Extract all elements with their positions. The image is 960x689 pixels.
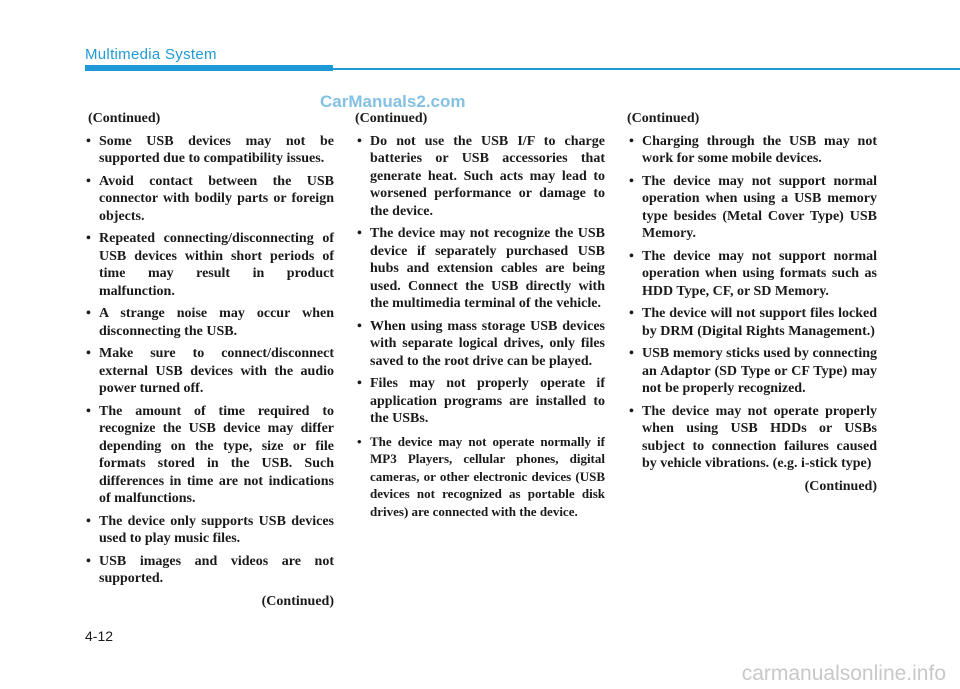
watermark-bottom: carmanualsonline.info xyxy=(741,662,946,685)
continued-heading: (Continued) xyxy=(627,111,700,126)
text-column-3 xyxy=(627,110,877,495)
list-item: • Avoid contact between the USB connector with bodily parts or foreign objects. xyxy=(84,173,334,226)
list-item: • The device may not operate properly when using USB HDDs or USBs subject to connection failures caused by vehicle vibrations. (e.g. i-stick type) xyxy=(627,403,877,473)
bullet-list xyxy=(355,133,605,521)
bullet-list xyxy=(627,133,877,473)
list-item: • Make sure to connect/disconnect external USB devices with the audio power turned off. xyxy=(84,345,334,398)
list-item: • USB images and videos are not supported. xyxy=(84,553,334,588)
list-item: • The device may not operate normally if MP3 Players, cellular phones, digital cameras, or other electronic devices (USB devices not recognized as portable disk drives) are connected with the device. xyxy=(355,433,605,521)
list-item: • Do not use the USB I/F to charge batteries or USB accessories that generate heat. Such acts may lead to worsened performance or damage to the device. xyxy=(355,133,605,221)
list-item: • Some USB devices may not be supported due to compatibility issues. xyxy=(84,133,334,168)
list-item: • Charging through the USB may not work for some mobile devices. xyxy=(627,133,877,168)
header-rule-thick xyxy=(85,65,333,71)
bullet-list xyxy=(84,133,334,588)
continued-heading: (Continued) xyxy=(355,111,428,126)
list-item: • Repeated connecting/disconnecting of USB devices within short periods of time may result in product malfunction. xyxy=(84,230,334,300)
list-item: • The device may not support normal operation when using formats such as HDD Type, CF, or SD Memory. xyxy=(627,248,877,301)
text-column-2 xyxy=(355,110,605,525)
list-item: • The device only supports USB devices used to play music files. xyxy=(84,513,334,548)
list-item: • The device may not support normal operation when using a USB memory type besides (Metal Cover Type) USB Memory. xyxy=(627,173,877,243)
watermark-top: CarManuals2.com xyxy=(320,92,466,111)
section-header-title: Multimedia System xyxy=(85,46,217,63)
list-item: • When using mass storage USB devices with separate logical drives, only files saved to the root drive can be played. xyxy=(355,318,605,371)
continued-footer: (Continued) xyxy=(261,593,334,609)
list-item: • A strange noise may occur when disconnecting the USB. xyxy=(84,305,334,340)
page-number: 4-12 xyxy=(85,628,114,644)
continued-heading: (Continued) xyxy=(88,111,161,126)
header-rule-thin xyxy=(333,68,960,70)
text-column-1 xyxy=(84,110,334,610)
list-item: • Files may not properly operate if application programs are installed to the USBs. xyxy=(355,375,605,428)
list-item: • USB memory sticks used by connecting an Adaptor (SD Type or CF Type) may not be properly recognized. xyxy=(627,345,877,398)
list-item: • The device will not support files locked by DRM (Digital Rights Management.) xyxy=(627,305,877,340)
list-item: • The device may not recognize the USB device if separately purchased USB hubs and extension cables are being used. Connect the USB directly with the multimedia terminal of the vehicle. xyxy=(355,225,605,313)
continued-footer: (Continued) xyxy=(804,478,877,494)
list-item: • The amount of time required to recognize the USB device may differ depending on the type, size or file formats stored in the USB. Such differences in time are not indications of malfunctions. xyxy=(84,403,334,508)
